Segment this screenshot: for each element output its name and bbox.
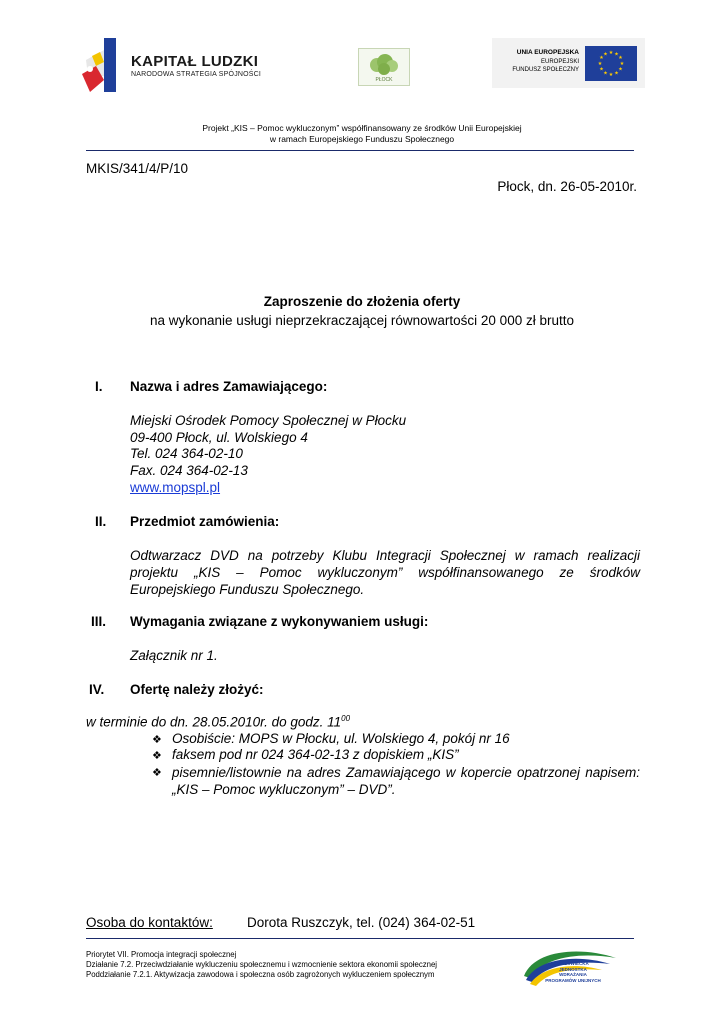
svg-text:★: ★: [599, 55, 604, 61]
plock-logo-text: PŁOCK: [375, 77, 393, 83]
document-title: Zaproszenie do złożenia oferty: [263, 294, 461, 309]
eu-title: UNIA EUROPEJSKA: [516, 49, 579, 56]
deadline-minutes: 00: [341, 714, 351, 723]
attachment-reference: Załącznik nr 1.: [130, 648, 218, 663]
reference-number: MKIS/341/4/P/10: [86, 161, 189, 176]
kapital-ludzki-emblem-icon: [82, 36, 130, 94]
ordering-party-fax: Fax. 024 364-02-13: [130, 463, 248, 478]
svg-text:★: ★: [599, 66, 604, 73]
tree-icon: [359, 51, 409, 79]
kapital-ludzki-title: KAPITAŁ LUDZKI: [131, 53, 259, 70]
document-subtitle: na wykonanie usługi nieprzekraczającej równowartości 20 000 zł brutto: [150, 313, 574, 328]
svg-text:★: ★: [608, 72, 614, 78]
bullet-diamond-icon: ❖: [152, 750, 162, 762]
kapital-ludzki-logo: [82, 36, 262, 94]
bullet-diamond-icon: ❖: [152, 734, 162, 746]
header-divider: [86, 150, 634, 151]
footer-divider: [86, 938, 634, 939]
section-3-number: III.: [91, 614, 107, 629]
eu-flag-icon: [585, 46, 637, 81]
section-4-heading: Ofertę należy złożyć:: [130, 682, 264, 697]
delivery-option-in-person: Osobiście: MOPS w Płocku, ul. Wolskiego 4, pokój nr 16: [172, 731, 510, 746]
deadline-main: w terminie do dn. 28.05.2010r. do godz. 11: [86, 714, 342, 730]
place-date: Płock, dn. 26-05-2010r.: [497, 179, 637, 194]
footer-action: Działanie 7.2. Przeciwdziałanie wykluczeniu społecznemu i wzmocnienie sektora ekonomii społecznej: [86, 960, 438, 969]
website-link[interactable]: www.mopspl.pl: [130, 480, 221, 495]
plock-logo: [358, 48, 410, 86]
svg-text:★: ★: [597, 61, 603, 67]
bullet-diamond-icon: ❖: [152, 767, 162, 779]
svg-text:★: ★: [614, 70, 619, 77]
eu-line2: EUROPEJSKI: [540, 59, 579, 65]
order-subject-text: Odtwarzacz DVD na potrzeby Klubu Integracji Społecznej w ramach realizacji projektu „KIS – Pomoc wykluczonym” współfinansowanego ze środków Europejskiego Funduszu Społecznego.: [130, 548, 640, 597]
ordering-party-address: 09-400 Płock, ul. Wolskiego 4: [130, 430, 308, 445]
delivery-option-mail: pisemnie/listownie na adres Zamawiającego w kopercie opatrzonej napisem: „KIS – Pomoc wykluczonym” – DVD”.: [172, 765, 640, 797]
contact-label: Osoba do kontaktów:: [86, 915, 213, 930]
svg-text:★: ★: [618, 55, 623, 61]
mazowiecka-jednostka-logo: [520, 944, 620, 990]
footer-priority: Priorytet VII. Promocja integracji społecznej: [86, 950, 237, 959]
project-line-1: Projekt „KIS – Pomoc wykluczonym” współfinansowany ze środków Unii Europejskiej: [202, 123, 522, 133]
maz-logo-line1: MAZOWIECKA JEDNOSTKA: [557, 961, 589, 972]
svg-text:★: ★: [614, 51, 619, 58]
deadline-text: [86, 714, 350, 730]
ordering-party-phone: Tel. 024 364-02-10: [130, 446, 243, 461]
section-1-number: I.: [95, 379, 103, 394]
project-line-2: w ramach Europejskiego Funduszu Społecznego: [269, 134, 455, 144]
delivery-option-fax: faksem pod nr 024 364-02-13 z dopiskiem „KIS”: [172, 747, 459, 762]
contact-person: Dorota Ruszczyk, tel. (024) 364-02-51: [247, 915, 476, 930]
maz-logo-line3: PROGRAMÓW UNIJNYCH: [545, 977, 601, 983]
section-4-number: IV.: [89, 682, 105, 697]
maz-logo-line2: WDRAŻANIA: [559, 972, 587, 977]
svg-text:★: ★: [608, 50, 614, 56]
kapital-ludzki-subtitle: NARODOWA STRATEGIA SPÓJNOŚCI: [131, 71, 262, 78]
svg-text:★: ★: [603, 51, 608, 58]
section-3-heading: Wymagania związane z wykonywaniem usługi:: [130, 614, 429, 629]
section-2-number: II.: [95, 514, 107, 529]
eu-logo: [492, 38, 645, 88]
footer-subaction: Poddziałanie 7.2.1. Aktywizacja zawodowa i społeczna osób zagrożonych wykluczeniem społecznym: [86, 970, 435, 979]
svg-text:★: ★: [618, 66, 623, 73]
section-2-heading: Przedmiot zamówienia:: [130, 514, 280, 529]
eu-line3: FUNDUSZ SPOŁECZNY: [512, 67, 579, 73]
section-1-heading: Nazwa i adres Zamawiającego:: [130, 379, 328, 394]
svg-text:★: ★: [619, 61, 625, 67]
ordering-party-name: Miejski Ośrodek Pomocy Społecznej w Płocku: [130, 413, 407, 428]
svg-text:★: ★: [603, 70, 608, 77]
